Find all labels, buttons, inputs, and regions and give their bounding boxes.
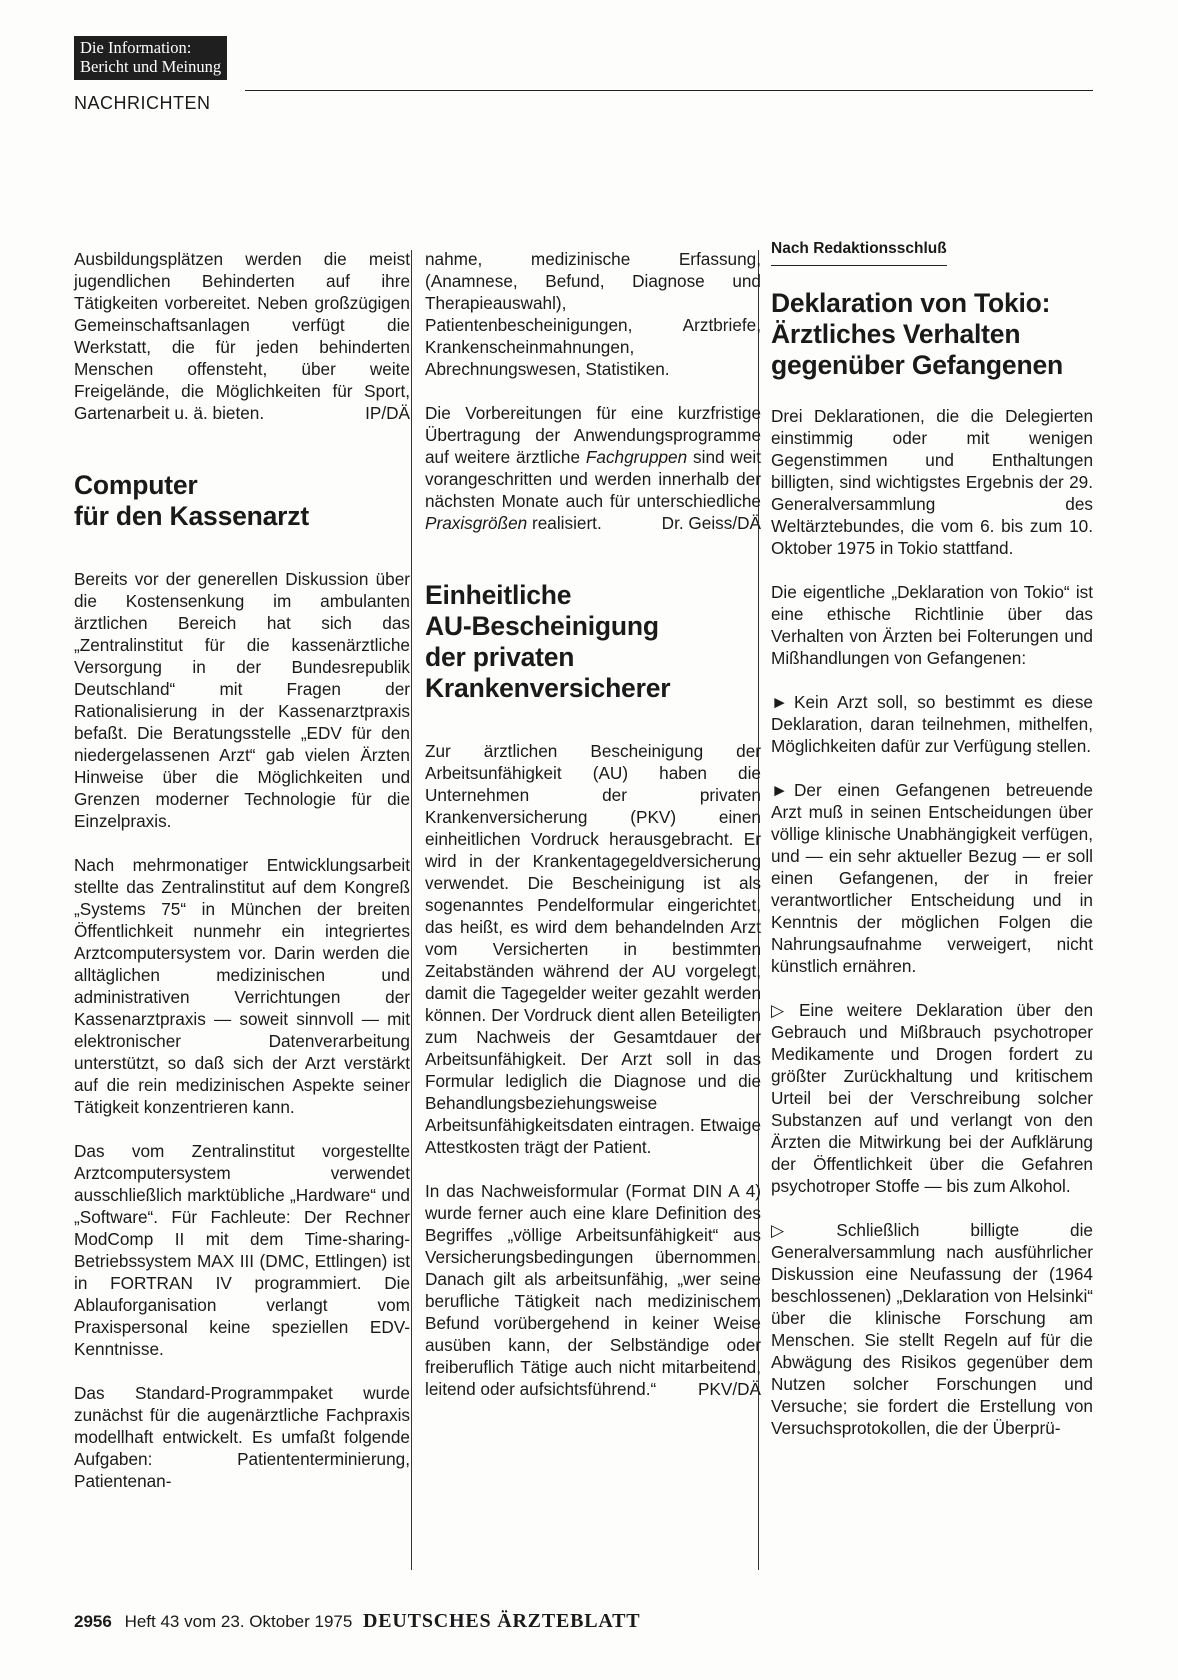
issue-info: Heft 43 vom 23. Oktober 1975 [124,1612,353,1631]
author-signature: IP/DÄ [365,403,410,423]
rubric-line-2: Bericht und Meinung [80,57,222,76]
article-heading-computer: Computer für den Kassenarzt [74,470,309,531]
author-signature: Dr. Geiss/DÄ [661,513,761,533]
open-triangle-bullet-icon: ▷ [771,1220,831,1240]
rubric-box [74,36,227,80]
filled-triangle-bullet-icon: ► [771,692,789,712]
paragraph: Bereits vor der generellen Diskussion über die Kostensenkung im ambulanten ärztlichen Bereich hat sich das „Zentralinstitut für die kassenärztliche Versorgung in der Bundesrepublik Deutschland“ mit Fragen der Rationalisierung in der Kassenarztpraxis befaßt. Die Beratungsstelle „EDV für den niedergelassenen Arzt“ gab vielen Ärzten Hinweise über die Möglichkeiten und Grenzen moderner Technologie für die Einzelpraxis. [74,569,410,831]
open-triangle-bullet-icon: ▷ [771,1000,793,1020]
page-number: 2956 [74,1612,112,1631]
magazine-title: DEUTSCHES ÄRZTEBLATT [363,1610,641,1632]
paragraph: ▷ Eine weitere Deklaration über den Gebrauch und Mißbrauch psychotroper Medikamente und Drogen fordert zu größter Zurückhaltung und kritischem Urteil bei der Verschreibung solcher Substanzen auf und verlangt von den Ärzten die Mitwirkung bei der Aufklärung der Öffentlichkeit über die Gefahren psychotroper Stoffe — bis zum Alkohol. [771,1000,1094,1196]
paragraph: Nach mehrmonatiger Entwicklungsarbeit stellte das Zentralinstitut auf dem Kongreß „Systems 75“ in München der breiten Öffentlichkeit nunmehr ein integriertes Arztcomputersystem vor. Darin werden die alltäglichen medizinischen und administrativen Verrichtungen der Kassenarztpraxis — soweit sinnvoll — mit elektronischer Datenverarbeitung unterstützt, so daß sich der Arzt verstärkt auf die rein medizinischen Aspekte seiner Tätigkeit konzentrieren kann. [74,855,410,1117]
paragraph: Die eigentliche „Deklaration von Tokio“ ist eine ethische Richtlinie über das Verhalten von Ärzten bei Folterungen und Mißhandlungen von Gefangenen: [771,582,1093,668]
paragraph: Zur ärztlichen Bescheinigung der Arbeitsunfähigkeit (AU) haben die Unternehmen der privaten Krankenversicherung (PKV) einen einheitlichen Vordruck herausgebracht. Er wird in der Krankentagegeldversicherung verwendet. Die Bescheinigung ist als sogenanntes Pendelformular eingerichtet, das heißt, es wird dem behandelnden Arzt vom Versicherten in bestimmten Zeitabständen während der AU vorgelegt, damit die Tagegelder weiter gezahlt werden können. Der Vordruck dient allen Beteiligten zum Nachweis der Gesamtdauer der Arbeitsunfähigkeit. Der Arzt soll in das Formular lediglich die Diagnose und die Behandlungsbeziehungsweise Arbeitsunfähigkeitsdaten eintragen. Etwaige Attestkosten trägt der Patient. [425,741,761,1157]
kicker-label: Nach Redaktionsschluß [771,238,947,266]
paragraph: Das vom Zentralinstitut vorgestellte Arztcomputersystem verwendet ausschließlich marktübliche „Hardware“ und „Software“. Für Fachleute: Der Rechner ModComp II mit dem Time-sharing-Betriebssystem MAX III (DMC, Ettlingen) ist in FORTRAN IV programmiert. Die Ablauforganisation verlangt vom Praxispersonal keine speziellen EDV-Kenntnisse. [74,1141,410,1359]
paragraph: In das Nachweisformular (Format DIN A 4) wurde ferner auch eine klare Definition des Begriffes „völlige Arbeitsunfähigkeit“ aus Versicherungsbedingungen übernommen. Danach gilt als arbeitsunfähig, „wer seine berufliche Tätigkeit nach medizinischem Befund vorübergehend in keiner Weise ausüben kann, der Selbständige oder freiberuflich Tätige auch nicht mitarbeitend, leitend oder aufsichtsführend.“ PKV/DÄ [425,1181,761,1399]
paragraph: Die Vorbereitungen für eine kurzfristige Übertragung der Anwendungsprogramme auf weitere ärztliche Fachgruppen sind weit vorangeschritten und werden innerhalb der nächsten Monate auch für unterschiedliche Praxisgrößen realisiert. Dr. Geiss/DÄ [425,403,762,533]
paragraph: nahme, medizinische Erfassung, (Anamnese, Befund, Diagnose und Therapieauswahl), Patientenbescheinigungen, Arztbriefe, Krankenscheinmahnungen, Abrechnungswesen, Statistiken. [425,249,761,379]
column-2 [425,248,761,1400]
header-rule [245,90,1093,91]
column-1 [74,248,410,1492]
rubric-line-1: Die Information: [80,38,192,57]
paragraph: ▷ Schließlich billigte die Generalversammlung nach ausführlicher Diskussion eine Neufassung der (1964 beschlossenen) „Deklaration von Helsinki“ über die klinische Forschung am Menschen. Sie stellt Regeln auf für die Abwägung des Risikos gegenüber dem Nutzen solcher Forschungen und Versuche; sie fordert die Erstellung von Versuchsprotokollen, die der Überprü- [771,1220,1093,1438]
column-3 [771,236,1093,1439]
author-signature: PKV/DÄ [697,1379,761,1399]
paragraph: Das Standard-Programmpaket wurde zunächst für die augenärztliche Fachpraxis modellhaft entwickelt. Es umfaßt folgende Aufgaben: Patiententerminierung, Patientenan- [74,1383,410,1491]
page-footer [74,1610,640,1633]
filled-triangle-bullet-icon: ► [771,780,789,800]
article-heading-tokio: Deklaration von Tokio: Ärztliches Verhalten gegenüber Gefangenen [771,288,1063,380]
column-divider-1 [411,250,412,1570]
article-heading-au-bescheinigung: Einheitliche AU-Bescheinigung der privaten Krankenversicherer [425,580,671,703]
paragraph: Drei Deklarationen, die die Delegierten einstimmig oder mit wenigen Gegenstimmen und Enthaltungen billigten, sind wichtigstes Ergebnis der 29. Generalversammlung des Weltärztebundes, die vom 6. bis zum 10. Oktober 1975 in Tokio stattfand. [771,406,1093,558]
section-label: NACHRICHTEN [74,93,211,113]
paragraph: ► Der einen Gefangenen betreuende Arzt muß in seinen Entscheidungen über völlige klinische Unabhängigkeit verfügen, und — ein sehr aktueller Bezug — er soll einen Gefangenen, der in freier verantwortlicher Entscheidung und in Kenntnis der möglichen Folgen die Nahrungsaufnahme verweigert, nicht künstlich ernähren. [771,780,1093,976]
paragraph: ► Kein Arzt soll, so bestimmt es diese Deklaration, daran teilnehmen, mithelfen, Möglichkeiten dafür zur Verfügung stellen. [771,692,1093,756]
paragraph: Ausbildungsplätzen werden die meist jugendlichen Behinderten auf ihre Tätigkeiten vorbereitet. Neben großzügigen Gemeinschaftsanlagen verfügt die Werkstatt, die für jeden behinderten Menschen offensteht, über weite Freigelände, die Möglichkeiten für Sport, Gartenarbeit u. ä. bieten. IP/DÄ [74,249,410,423]
